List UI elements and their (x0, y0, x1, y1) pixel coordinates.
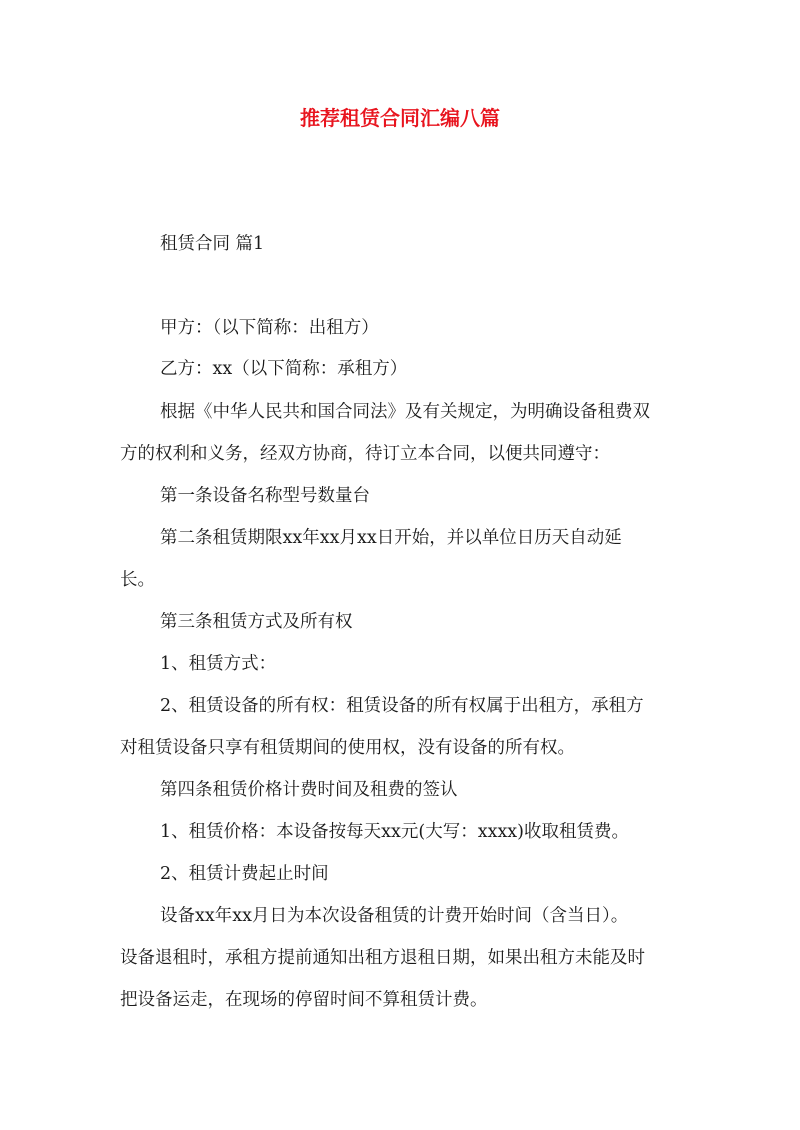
clause-heading: 第三条租赁方式及所有权 (160, 612, 353, 632)
clause-heading: 第四条租赁价格计费时间及租费的签认 (160, 780, 458, 800)
clause-line: 长。 (120, 570, 155, 590)
paragraph-line: 根据《中华人民共和国合同法》及有关规定，为明确设备租费双 (160, 402, 650, 422)
clause-heading: 第一条设备名称型号数量台 (160, 486, 370, 506)
clause-item: 对租赁设备只享有租赁期间的使用权，没有设备的所有权。 (120, 738, 575, 758)
paragraph-line: 方的权利和义务，经双方协商，待订立本合同，以便共同遵守： (120, 444, 610, 464)
clause-item: 1、租赁价格：本设备按每天xx元(大写：xxxx)收取租赁费。 (160, 822, 630, 842)
party-a-line: 甲方：（以下简称：出租方） (160, 318, 379, 338)
paragraph-line: 把设备运走，在现场的停留时间不算租赁计费。 (120, 990, 488, 1010)
party-b-line: 乙方：xx（以下简称：承租方） (160, 359, 408, 379)
clause-item: 2、租赁设备的所有权：租赁设备的所有权属于出租方，承租方 (160, 696, 644, 716)
paragraph-line: 设备退租时，承租方提前通知出租方退租日期，如果出租方未能及时 (120, 948, 645, 968)
paragraph-line: 设备xx年xx月日为本次设备租赁的计费开始时间（含当日）。 (160, 906, 629, 926)
clause-item: 1、租赁方式： (160, 654, 277, 674)
section-heading: 租赁合同 篇1 (160, 234, 265, 254)
document-title: 推荐租赁合同汇编八篇 (300, 106, 500, 130)
clause-item: 2、租赁计费起止时间 (160, 864, 329, 884)
clause-line: 第二条租赁期限xx年xx月xx日开始，并以单位日历天自动延 (160, 528, 622, 548)
